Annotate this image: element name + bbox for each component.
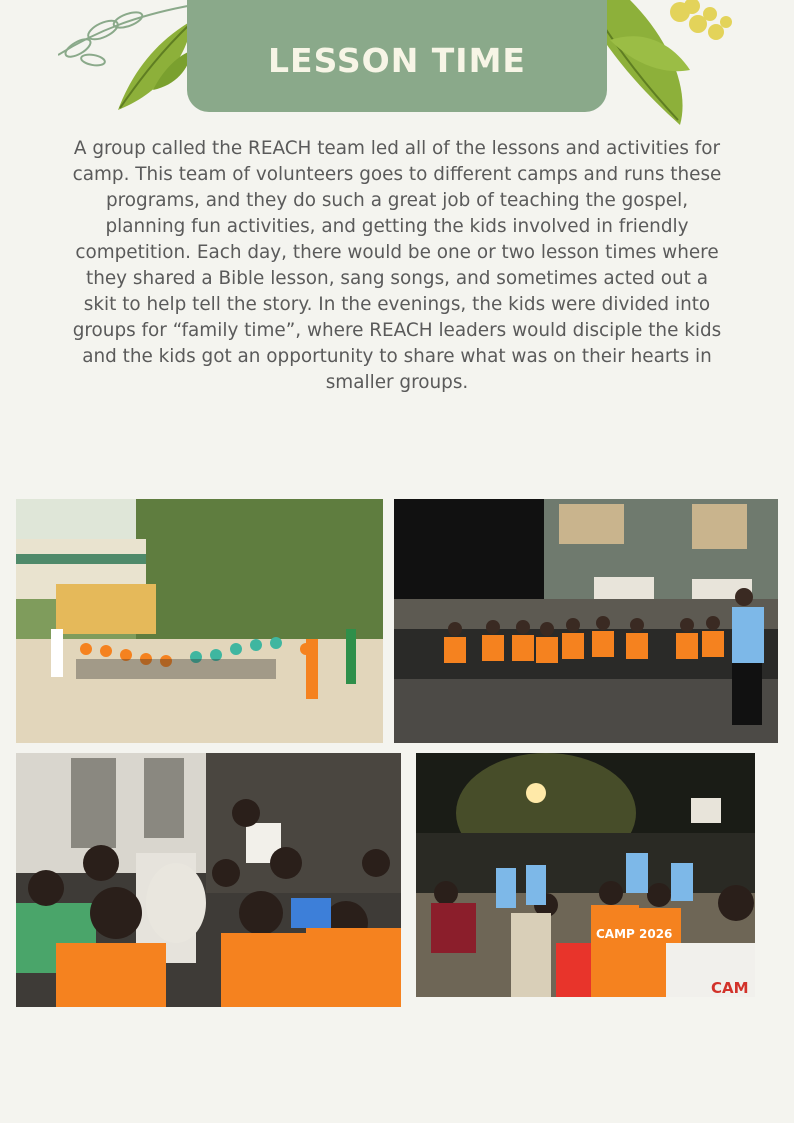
decorative-leaves-left [58,0,198,125]
title-banner [187,0,607,112]
photo-night-court [416,753,755,997]
lesson-paragraph: A group called the REACH team led all of the lessons and activities for camp. This team of volunteers goes to different camps and runs these programs, and they do such a great job of teaching the gospel, planning fun activities, and getting the kids involved in friendly competition. Each day, there would be one or two lesson times where they shared a Bible lesson, sang songs, and sometimes acted out a skit to help tell the story. In the evenings, the kids were divided into groups for “family time”, where REACH leaders would disciple the kids and the kids got an opportunity to share what was on their hearts in smaller groups. [72,138,722,393]
photo-kids-clapping [16,753,401,1007]
shirt-text-1: CAMP 2026 [596,927,673,941]
photo-outdoor-lesson [16,499,383,743]
photo-night-lesson [394,499,778,743]
shirt-text-3: CAM [711,979,749,997]
page-title: LESSON TIME [268,40,526,80]
